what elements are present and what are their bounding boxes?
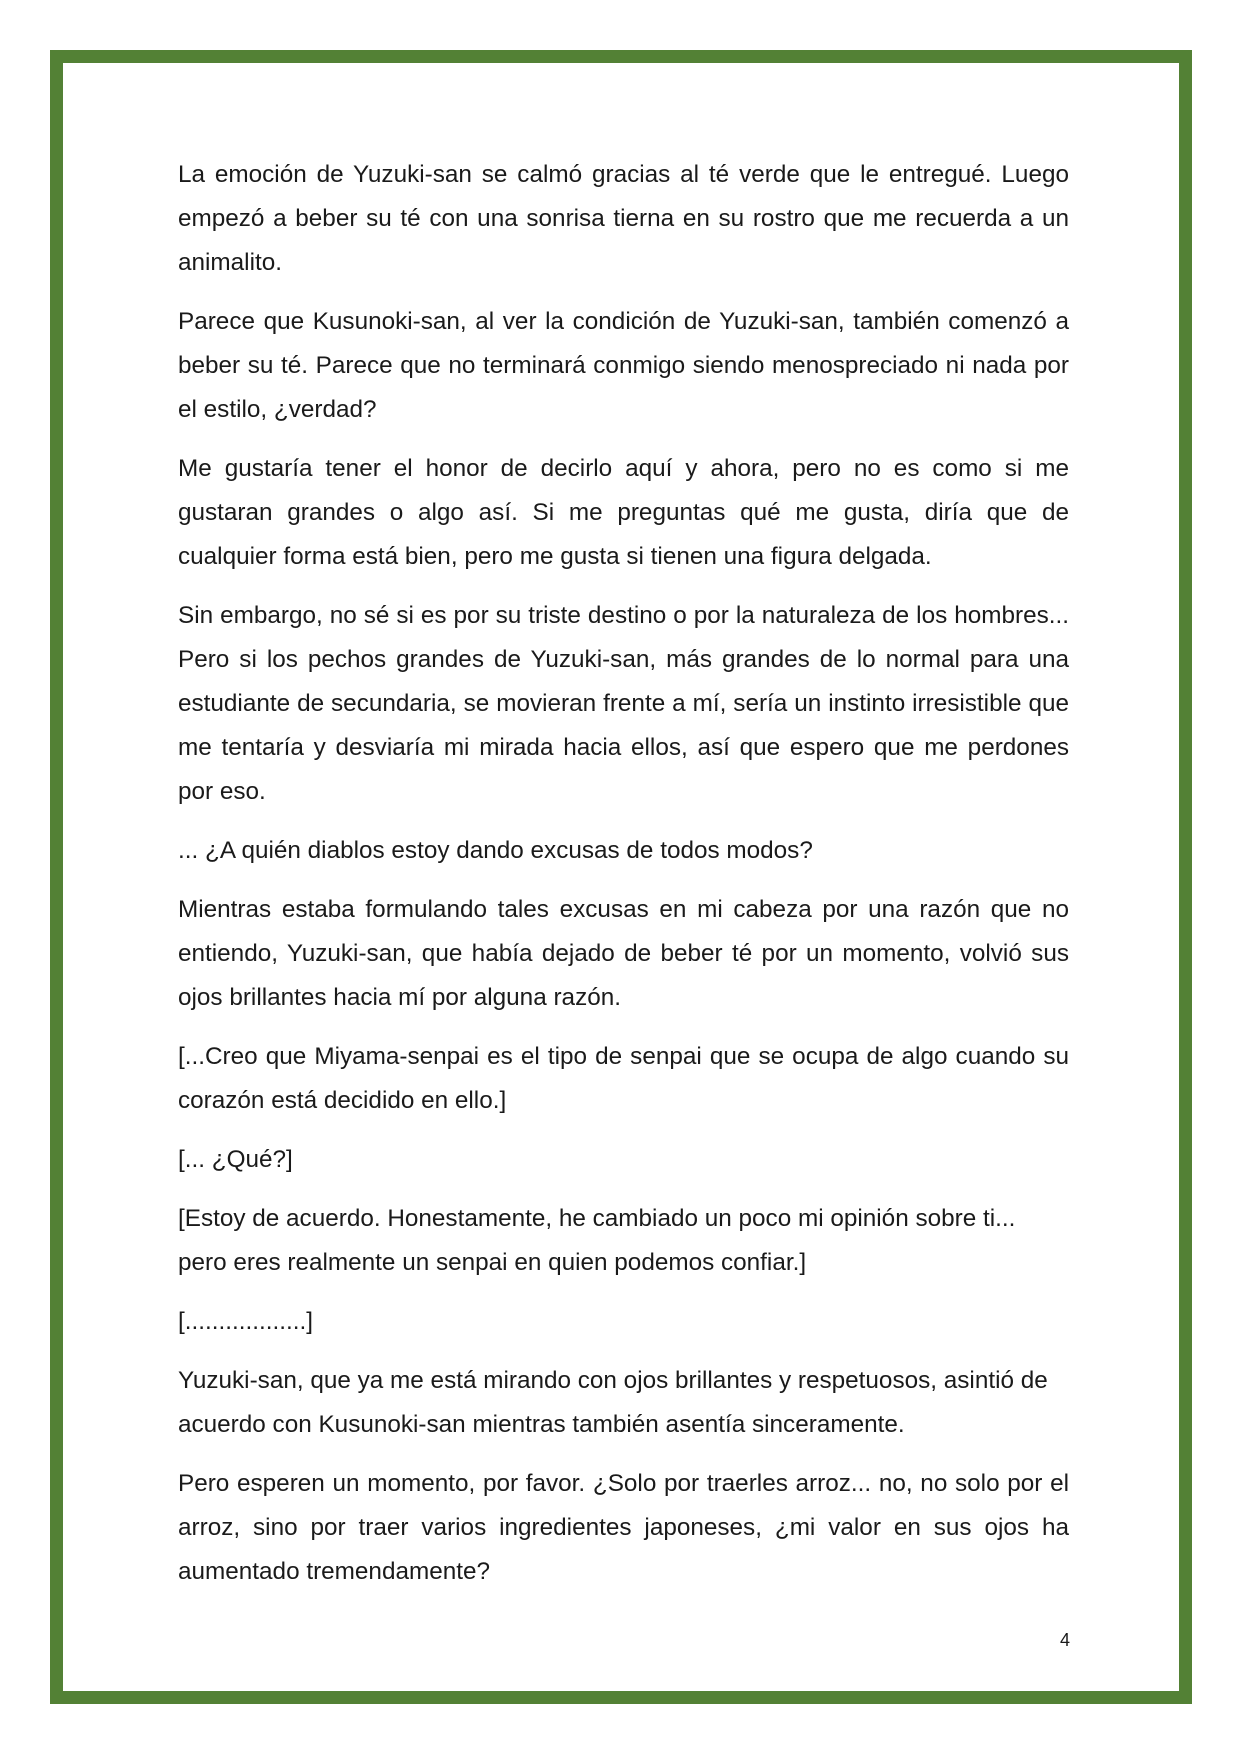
paragraph: Yuzuki-san, que ya me está mirando con ojos brillantes y respetuosos, asintió de acuerdo con Kusunoki-san mientras también asentía sinceramente.: [178, 1367, 1048, 1438]
page-number: 4: [1059, 1630, 1070, 1650]
paragraph: Mientras estaba formulando tales excusas en mi cabeza por una razón que no entiendo, Yuzuki-san, que había dejado de beber té por un momento, volvió sus ojos brillantes hacia mí por alguna razón.: [178, 896, 1069, 1011]
dialogue-paragraph: [..................]: [178, 1308, 314, 1335]
dialogue-paragraph: [Estoy de acuerdo. Honestamente, he cambiado un poco mi opinión sobre ti... pero eres realmente un senpai en quien podemos confiar.]: [178, 1205, 1016, 1276]
dialogue-paragraph: [... ¿Qué?]: [178, 1146, 293, 1173]
paragraph: La emoción de Yuzuki-san se calmó gracias al té verde que le entregué. Luego empezó a beber su té con una sonrisa tierna en su rostro que me recuerda a un animalito.: [178, 161, 1069, 276]
paragraph: Me gustaría tener el honor de decirlo aquí y ahora, pero no es como si me gustaran grandes o algo así. Si me preguntas qué me gusta, diría que de cualquier forma está bien, pero me gusta si tienen una figura delgada.: [178, 455, 1069, 570]
dialogue-paragraph: [...Creo que Miyama-senpai es el tipo de senpai que se ocupa de algo cuando su corazón está decidido en ello.]: [178, 1043, 1069, 1114]
paragraph: Pero esperen un momento, por favor. ¿Solo por traerles arroz... no, no solo por el arroz, sino por traer varios ingredientes japoneses, ¿mi valor en sus ojos ha aumentado tremendamente?: [178, 1470, 1069, 1585]
paragraph: ... ¿A quién diablos estoy dando excusas de todos modos?: [178, 837, 813, 864]
document-body: [178, 153, 1069, 1609]
paragraph: Parece que Kusunoki-san, al ver la condición de Yuzuki-san, también comenzó a beber su té. Parece que no terminará conmigo siendo menospreciado ni nada por el estilo, ¿verdad?: [178, 308, 1069, 423]
paragraph: Sin embargo, no sé si es por su triste destino o por la naturaleza de los hombres... Pero si los pechos grandes de Yuzuki-san, más grandes de lo normal para una estudiante de secundaria, se movieran frente a mí, sería un instinto irresistible que me tentaría y desviaría mi mirada hacia ellos, así que espero que me perdones por eso.: [178, 602, 1069, 805]
